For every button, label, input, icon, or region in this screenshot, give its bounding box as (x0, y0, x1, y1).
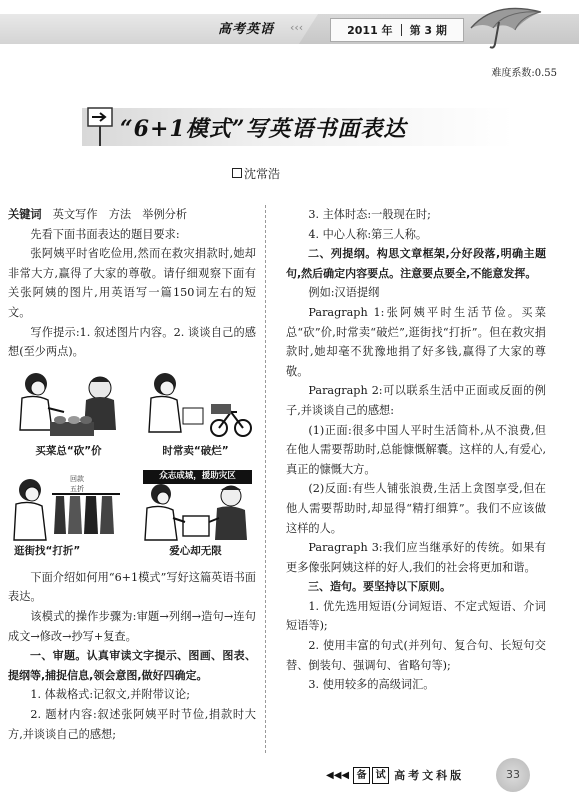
hint-paragraph: 写作提示:1. 叙述图片内容。2. 谈谈自己的感想(至少两点)。 (8, 325, 256, 359)
triangle-arrows-icon: ◀◀◀ (326, 769, 350, 781)
outline-negative: (2)反面:有些人铺张浪费,生活上贪图享受,但在他人需要帮助时,却显得“精打细算”。我们不应该做这样的人。 (286, 482, 546, 535)
donation-banner: 众志成城，援助灾区 (143, 470, 252, 484)
section-heading-outline: 二、列提纲。构思文章框架,分好段落,明确主题句,然后确定内容要点。注意要点要全,不能意发挥。 (286, 247, 546, 280)
difficulty-label: 难度系数:0.55 (491, 68, 557, 79)
chevron-left-icon: ‹‹‹ (290, 21, 304, 34)
keywords-text: 英文写作 方法 举例分析 (52, 208, 188, 221)
arrow-sign-icon (86, 104, 116, 148)
magazine-name: 高考英语 (218, 22, 275, 37)
sentence-rule-3: 3. 使用较多的高级词汇。 (308, 678, 435, 692)
caption-donation: 爱心却无限 (169, 545, 222, 558)
scrap-illustration (135, 368, 256, 446)
caption-scrap: 时常卖“破烂” (162, 445, 229, 458)
sign-discount: 五折 (70, 484, 84, 493)
review-item-2: 2. 题材内容:叙述张阿姨平时节俭,捐款时大方,并谈谈自己的感想; (8, 707, 256, 741)
sign-return: 回款 (70, 474, 84, 483)
umbrella-icon (465, 2, 555, 52)
figure-bargaining (8, 368, 129, 462)
review-item-3: 3. 主体时态:一般现在时; (308, 208, 431, 221)
keywords-line (8, 205, 256, 225)
author-name: 沈常浩 (244, 167, 281, 181)
keywords-label: 关键词 (8, 208, 42, 221)
footer-box-1: 备 (353, 767, 370, 784)
section-heading-review: 一、审题。认真审读文字提示、图画、图表、提纲等,捕捉信息,领会意图,做好四确定。 (8, 649, 256, 682)
discount-illustration (8, 468, 129, 546)
outline-positive: (1)正面:很多中国人平时生活简朴,从不浪费,但在他人需要帮助时,总能慷慨解囊。这样的人,有爱心,真正的慷慨大方。 (286, 423, 546, 476)
issue-box (330, 18, 464, 42)
intro-paragraph: 先看下面书面表达的题目要求: (30, 227, 180, 241)
sentence-rule-1: 1. 优先选用短语(分词短语、不定式短语、介词短语等); (286, 599, 546, 633)
method-intro: 下面介绍如何用“6+1模式”写好这篇英语书面表达。 (8, 570, 256, 604)
page-number: 33 (496, 758, 530, 792)
footer-box-2: 试 (372, 767, 389, 784)
figure-donation (135, 468, 256, 562)
caption-bargaining: 买菜总“砍”价 (35, 445, 102, 458)
figure-discount (8, 468, 129, 562)
outline-paragraph-2: Paragraph 2:可以联系生活中正面或反面的例子,并谈谈自己的感想: (286, 384, 546, 417)
left-column (8, 205, 256, 744)
illustration-grid (8, 368, 256, 562)
review-item-1: 1. 体裁格式:记叙文,并附带议论; (30, 688, 190, 702)
section-heading-sentences: 三、造句。要坚持以下原则。 (308, 580, 451, 594)
outline-paragraph-1: Paragraph 1:张阿姨平时生活节俭。买菜总“砍”价,时常卖“破烂”,逛街找“打折”。但在救灾捐款时,她却毫不犹豫地捐了好多钱,赢得了大家的尊敬。 (286, 305, 546, 378)
right-column (286, 205, 546, 695)
figure-scrap (135, 368, 256, 462)
prompt-paragraph: 张阿姨平时省吃俭用,然而在救灾捐款时,她却非常大方,赢得了大家的尊敬。请仔细观察下面有关张阿姨的图片,用英语写一篇150词左右的短文。 (8, 247, 256, 319)
column-divider (265, 205, 266, 753)
outline-paragraph-3: Paragraph 3:我们应当继承好的传统。如果有更多像张阿姨这样的好人,我们的社会将更加和谐。 (286, 541, 546, 574)
author-line (232, 165, 280, 182)
footer-subtitle: 高考文科版 (394, 769, 465, 782)
caption-discount: 逛街找“打折” (14, 545, 81, 558)
page-footer (326, 764, 464, 786)
article-title: “6+1模式”写英语书面表达 (120, 116, 407, 142)
issue-separator (401, 24, 402, 36)
outline-example-label: 例如:汉语提纲 (308, 286, 380, 300)
review-item-4: 4. 中心人称:第三人称。 (308, 227, 428, 241)
bargaining-illustration (8, 368, 129, 446)
page-header (0, 0, 579, 60)
method-steps: 该模式的操作步骤为:审题→列纲→造句→连句成文→修改→抄写+复查。 (8, 609, 256, 643)
issue-number: 第 3 期 (409, 24, 447, 37)
issue-year: 2011 年 (347, 24, 393, 37)
sentence-rule-2: 2. 使用丰富的句式(并列句、复合句、长短句交替、倒装句、强调句、省略句等); (286, 639, 546, 672)
author-box-icon (232, 168, 242, 178)
